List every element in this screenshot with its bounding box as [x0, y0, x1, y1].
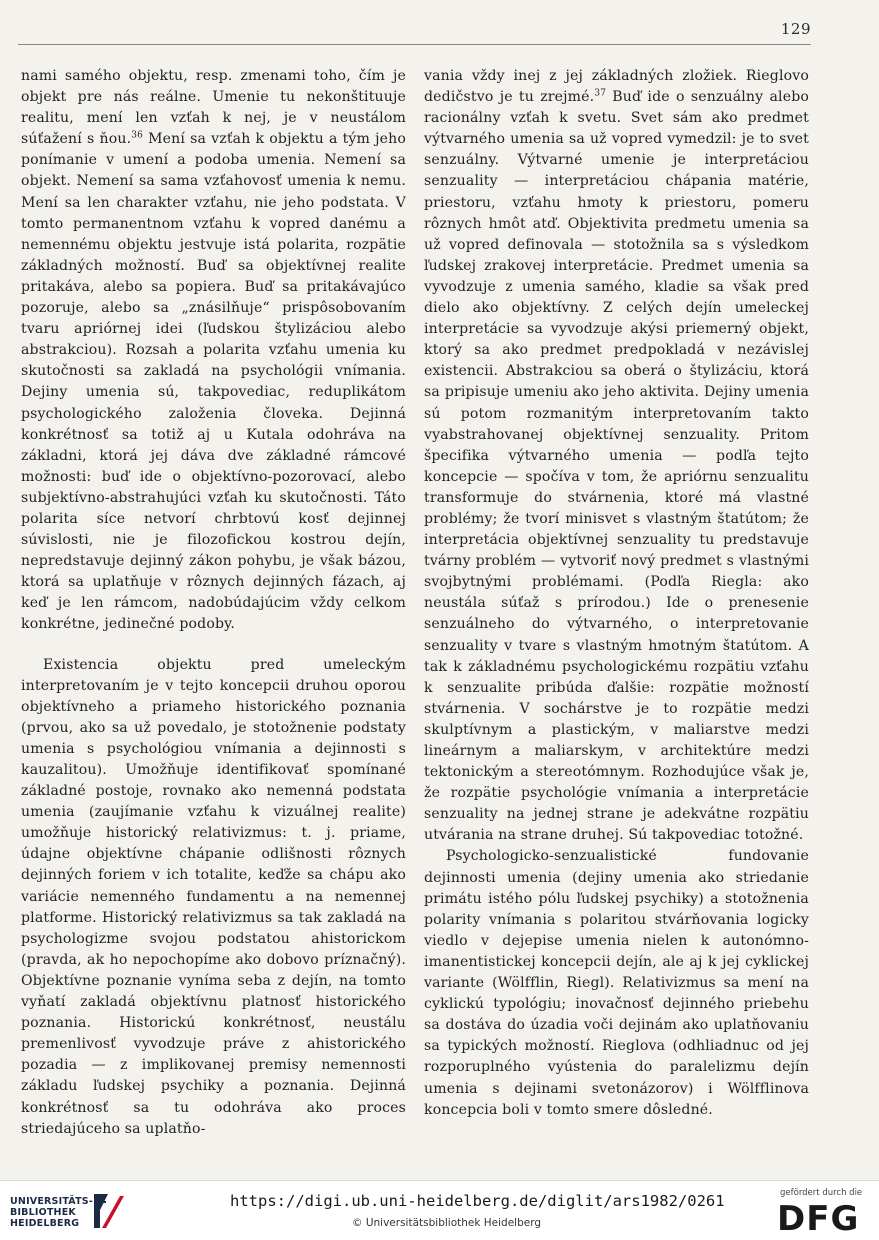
- left-paragraph-1-text-a: nami samého objektu, resp. zmenami toho, čím je objekt pre nás reálne. Umenie tu nekonštituuje realitu, mení len vzťah k nej, je v neustálom súťažení s ňou.: [21, 68, 406, 148]
- left-column: [21, 66, 406, 1140]
- right-paragraph-2: Psychologicko-senzualistické fundovanie dejinnosti umenia (dejiny umenia ako striedanie primátu istého pólu ľudskej psychiky) a stotožnenia polarity vnímania s polaritou stvárňovania logicky viedlo v dejepise umenia nielen k autonómno-imanentistickej koncepcii dejín, ale aj k jej cyklickej variante (Wölfflin, Riegl). Relativizmus sa mení na cyklickú typológiu; inovačnosť dejinného priebehu sa dostáva do úzadia voči dejinám ako uplatňovaniu sa typických možností. Rieglova (odhliadnuc od jej rozporuplného vyústenia do paralelizmu dejín umenia s dejinami svetonázorov) i Wölfflinova koncepcia boli v tomto smere dôsledné.: [424, 848, 809, 1118]
- copyright-notice: © Universitätsbibliothek Heidelberg: [352, 1217, 542, 1229]
- library-logo-icon[interactable]: [90, 1190, 126, 1232]
- funded-by-label: gefördert durch die: [780, 1188, 863, 1198]
- left-paragraph-2: Existencia objektu pred umeleckým interpretovaním je v tejto koncepcii druhou oporou objektívneho a priameho historického poznania (prvou, ako sa už povedalo, je stotožnenie podstaty umenia s psychológiou vnímania a dejinnosti s kauzalitou). Umožňuje identifikovať spomínané základné postoje, rovnako ako nemenná podstata umenia (zaujímanie vzťahu k vizuálnej realite) umožňuje historický relativizmus: t. j. priame, údajne objektívne chápanie odlišnosti rôznych dejinných foriem v ich totalite, keďže sa chápu ako variácie nemenného fundamentu a na nemennej platforme. Historický relativizmus sa tak zakladá na psychologizme svojou podstatou ahistorickom (pravda, ak ho nepochopíme ako dobovo príznačný). Objektívne poznanie vyníma seba z dejín, na tomto vyňatí zakladá objektívnu platnosť historického poznania. Historickú konkrétnosť, neustálu premenlivosť vyvodzuje práve z ahistorického pozadia — z implikovanej premisy nemennosti základu ľudskej psychiky a poznania. Dejinná konkrétnosť sa tu odohráva ako proces striedajúceho sa uplatňo-: [21, 656, 406, 1137]
- page-number: 129: [780, 20, 811, 38]
- dfg-logo-text: DFG: [777, 1200, 860, 1234]
- right-column: [424, 66, 809, 1121]
- footnote-ref-36[interactable]: 36: [131, 130, 143, 141]
- permalink-url[interactable]: https://digi.ub.uni-heidelberg.de/diglit/ars1982/0261: [230, 1192, 725, 1210]
- right-paragraph-1: [424, 66, 809, 846]
- library-logo-text[interactable]: [10, 1196, 100, 1229]
- library-name-line-3: HEIDELBERG: [10, 1218, 80, 1229]
- left-paragraph-1: [21, 66, 406, 636]
- footer-bar: [0, 1180, 879, 1240]
- header-rule: [18, 44, 811, 45]
- library-name-line-1: UNIVERSITÄTS-: [10, 1196, 93, 1207]
- dfg-logo-icon[interactable]: [775, 1200, 870, 1234]
- right-paragraph-1-text-b: Buď ide o senzuálny alebo racionálny vzťah k svetu. Svet sám ako predmet výtvarného umenia sa už vopred vymedzil: je to svet senzuálny. Výtvarné umenie je interpretáciou senzuality — interpretáciou chápania matérie, priestoru, vzťahu hmoty k priestoru, pomeru rôznych hmôt atď. Objektivita predmetu umenia sa už vopred definovala — stotožnila sa s výsledkom ľudskej zrakovej interpretácie. Predmet umenia sa vyvodzuje z umenia samého, kladie sa však pred dielo ako objektívny. Z celých dejín umeleckej interpretácie sa vyvodzuje akýsi priemerný objekt, ktorý sa ako predmet predpokladá v nezávislej existencii. Abstrakciou sa oberá o štylizáciu, ktorá sa pripisuje umeniu ako jeho aktivita. Dejiny umenia sú potom rozmanitým interpretovaním takto vyabstrahovanej objektívnej senzuality. Pritom špecifika výtvarného umenia — podľa tejto koncepcie — spočíva v tom, že apriórnu senzualitu transformuje do stvárnenia, ktoré má vlastné problémy; že tvorí minisvet s vlastným štatútom; že interpretácia objektívnej senzuality tu predstavuje tvárny problém — vytvoriť nový predmet s vlastnými svojbytnými problémami. (Podľa Riegla: ako neustála súťaž s prírodou.) Ide o prenesenie senzuálneho do výtvarného, o interpretovanie senzuality v tvare s vlastným hmotným štatútom. A tak k základnému psychologickému rozpätiu vzťahu k senzualite pribúda ďalšie: rozpätie možností stvárnenia. V sochárstve je to rozpätie medzi skulptívnym a plastickým, v maliarstve medzi lineárnym a maliarskym, v architektúre medzi tektonickým a stereotómnym. Rozhodujúce však je, že rozpätie psychológie vnímania a interpretácie senzuality na jednej strane je adekvátne rozpätiu utvárania na strane druhej. Sú takpovediac totožné.: [424, 89, 809, 844]
- right-paragraph-1-text-a: vania vždy inej z jej základných zložiek. Rieglovo dedičstvo je tu zrejmé.: [424, 68, 809, 106]
- left-paragraph-1-text-b: Mení sa vzťah k objektu a tým jeho ponímanie v umení a podoba umenia. Nemení sa objekt. Nemení sa sama vzťahovosť umenia k nemu. Mení sa len charakter vzťahu, nie jeho podstata. V tomto permanentnom vzťahu k vopred danému a nemennému objektu jestvuje istá polarita, rozpätie základných možností. Buď sa objektívnej realite pritakáva, alebo sa popiera. Buď sa pritakávajúco pozoruje, alebo sa „znásilňuje“ prispôsobovaním tvaru apriórnej idei (ľudskou štylizáciou alebo abstrakciou). Rozsah a polarita vzťahu umenia ku skutočnosti sa zakladá na psychológii vnímania. Dejiny umenia sú, takpovediac, reduplikátom psychologického založenia človeka. Dejinná konkrétnosť sa totiž aj u Kutala odohráva na základni, ktorá jej dáva dve základné rámcové možnosti: buď ide o objektívno-pozorovací, alebo subjektívno-abstrahujúci vzťah ku skutočnosti. Táto polarita síce netvorí chrbtovú kosť dejinnej súvislosti, nie je filozofickou kostrou dejín, nepredstavuje dejinný zákon pohybu, je však bázou, ktorá sa uplatňuje v rôznych dejinných fázach, aj keď je len rámcom, nadobúdajúcim vždy celkom konkrétne, jedinečné podoby.: [21, 131, 406, 633]
- library-name-line-2: BIBLIOTHEK: [10, 1207, 76, 1218]
- footer-divider: [0, 1180, 879, 1181]
- footnote-ref-37[interactable]: 37: [594, 88, 607, 99]
